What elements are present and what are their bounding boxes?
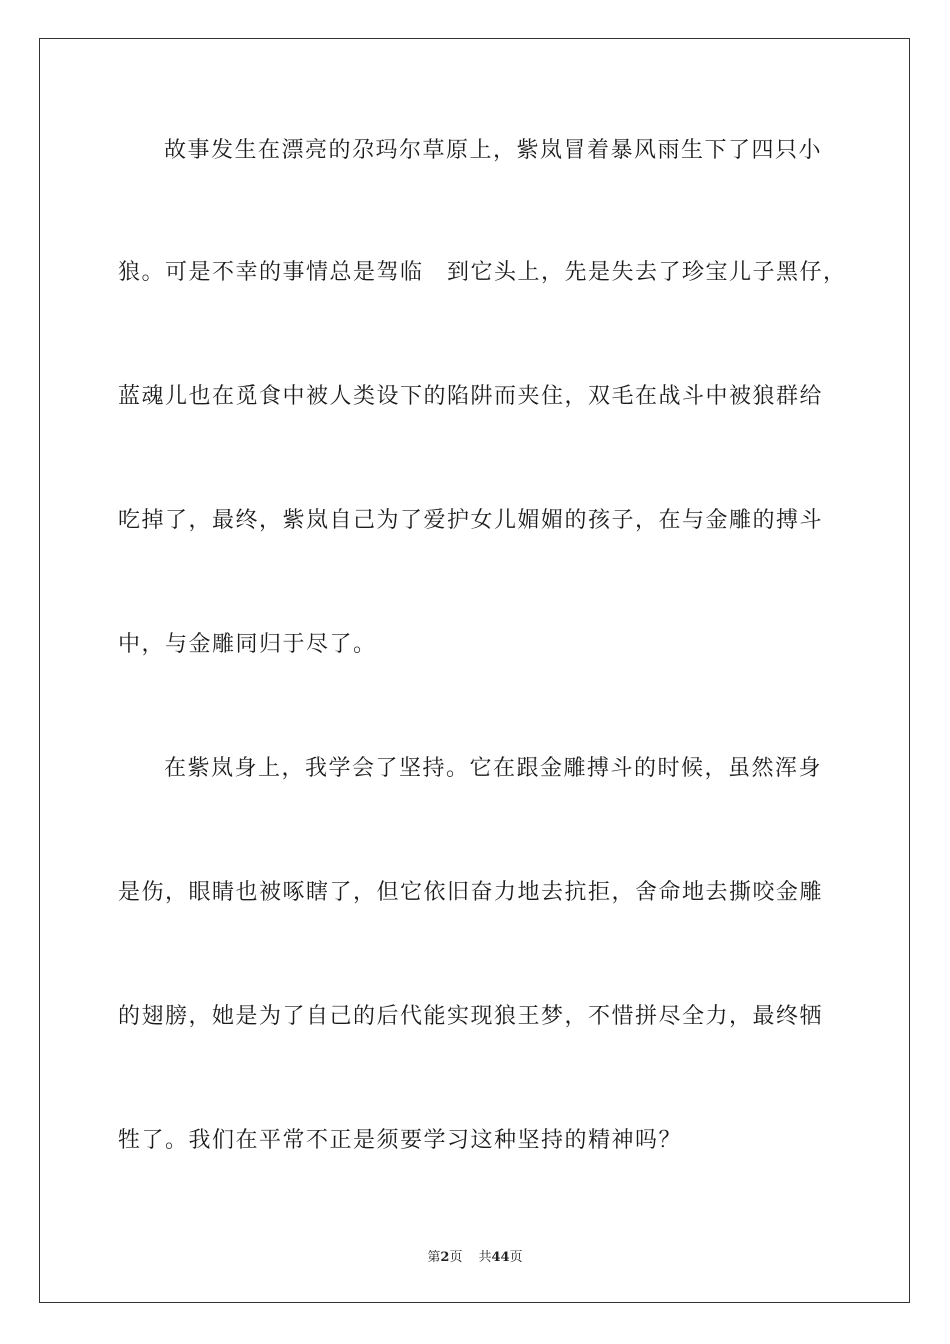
paragraph-1-line-5: 中，与金雕同归于尽了。 (118, 632, 377, 657)
paragraph-2-line-1: 在紫岚身上，我学会了坚持。它在跟金雕搏斗的时候，虽然浑身 (164, 756, 823, 781)
page-number: 2 (440, 1250, 450, 1265)
page-border (39, 38, 910, 1303)
paragraph-1-line-2: 狼。可是不幸的事情总是驾临 到它头上，先是失去了珍宝儿子黑仔， (118, 260, 847, 285)
total-suffix: 页 (509, 1250, 523, 1265)
paragraph-1-line-4: 吃掉了，最终，紫岚自己为了爱护女儿媚媚的孩子，在与金雕的搏斗 (118, 508, 824, 533)
total-pages: 44 (491, 1250, 510, 1265)
paragraph-1-line-3: 蓝魂儿也在觅食中被人类设下的陷阱而夹住，双毛在战斗中被狼群给 (118, 384, 824, 409)
page-footer (0, 1246, 950, 1265)
page-prefix: 第 (427, 1250, 441, 1265)
paragraph-2-line-2: 是伤，眼睛也被啄瞎了，但它依旧奋力地去抗拒，舍命地去撕咬金雕 (118, 880, 824, 905)
paragraph-2-line-4: 牲了。我们在平常不正是须要学习这种坚持的精神吗？ (118, 1128, 683, 1153)
paragraph-2-line-3: 的翅膀，她是为了自己的后代能实现狼王梦，不惜拼尽全力，最终牺 (118, 1004, 824, 1029)
paragraph-1-line-1: 故事发生在漂亮的尕玛尔草原上，紫岚冒着暴风雨生下了四只小 (164, 138, 823, 163)
total-prefix: 共 (478, 1250, 492, 1265)
page-suffix: 页 (449, 1250, 463, 1265)
